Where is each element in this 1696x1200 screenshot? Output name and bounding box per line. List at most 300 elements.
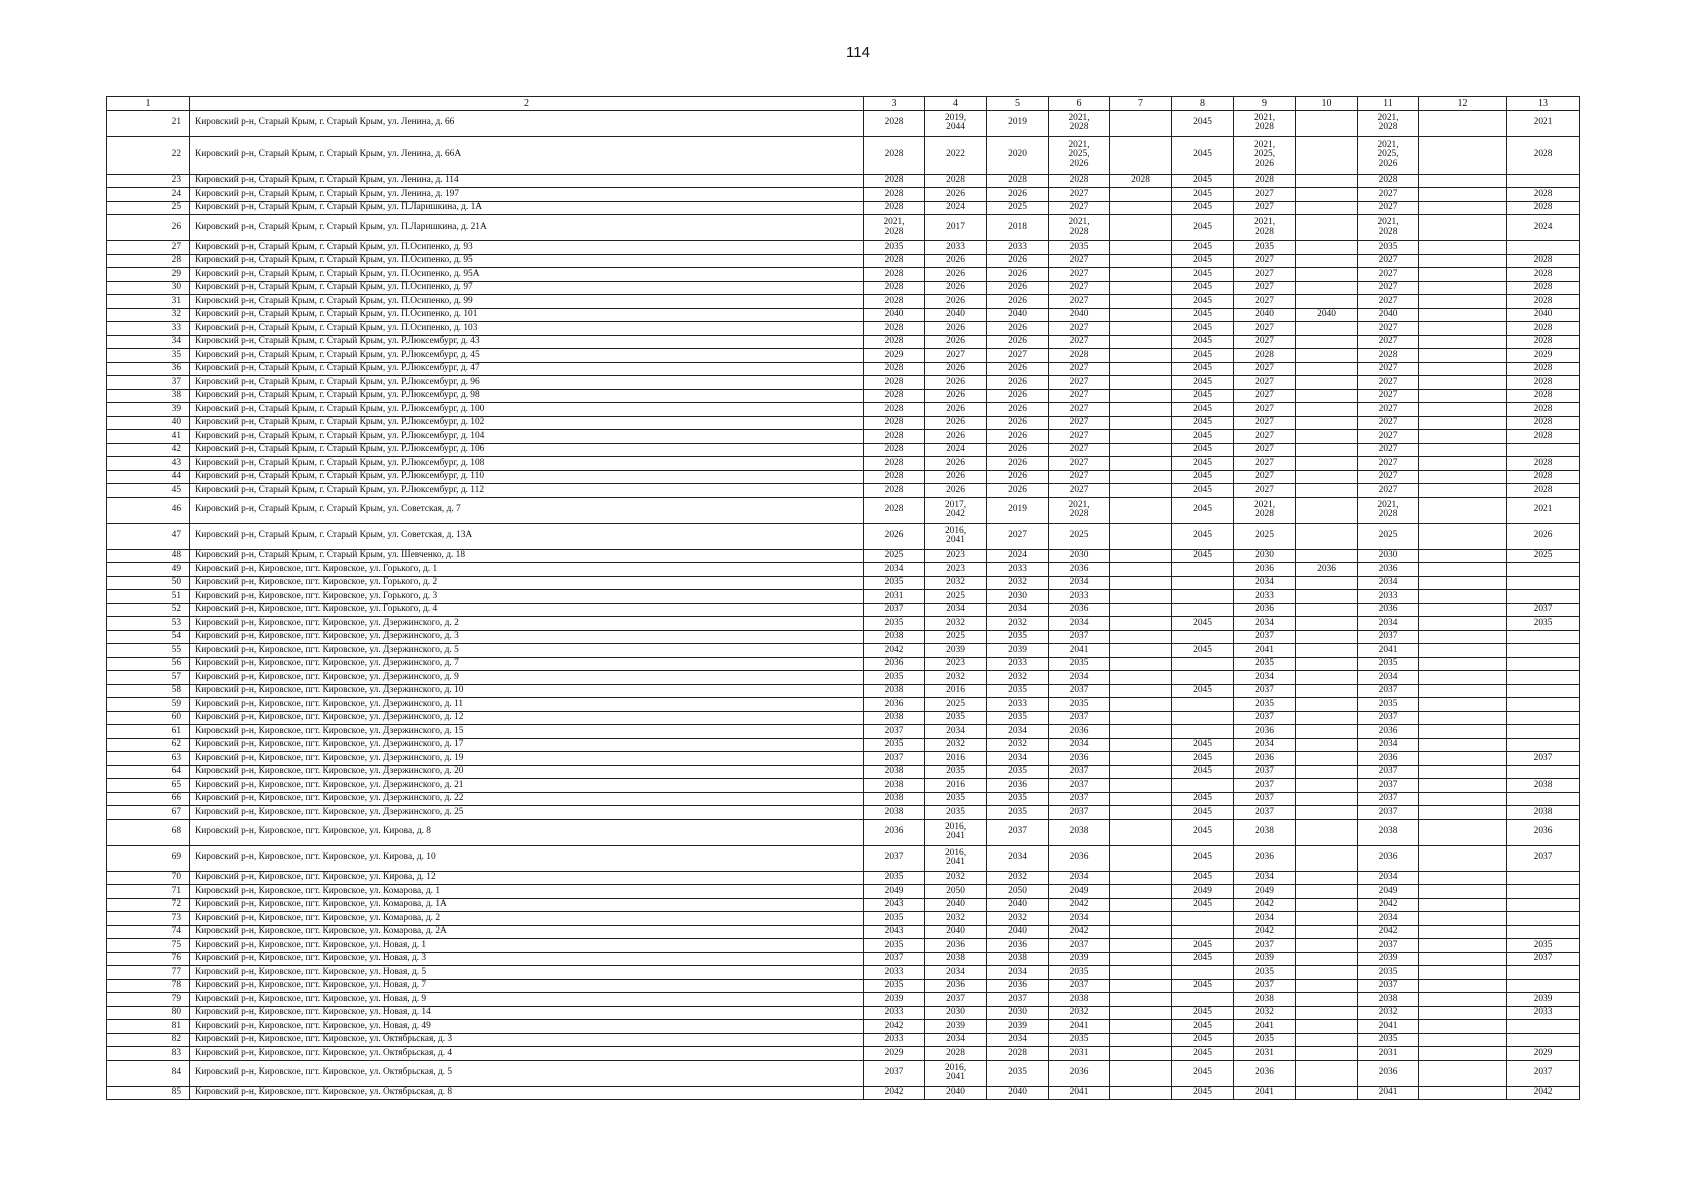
- year-cell: 2045: [1172, 549, 1234, 563]
- year-cell: [1110, 939, 1172, 953]
- year-cell: 2028: [864, 484, 925, 498]
- year-cell: 2021, 2028: [864, 215, 925, 241]
- year-cell: 2035: [1049, 966, 1110, 980]
- year-cell: [1296, 845, 1358, 871]
- year-cell: [1110, 254, 1172, 268]
- row-number: 36: [107, 362, 190, 376]
- year-cell: 2028: [1358, 349, 1419, 363]
- year-cell: [1110, 644, 1172, 658]
- year-cell: 2033: [864, 1006, 925, 1020]
- year-cell: 2037: [1358, 979, 1419, 993]
- address-cell: Кировский р-н, Старый Крым, г. Старый Крым, ул. Р.Люксембург, д. 102: [190, 416, 864, 430]
- year-cell: 2027: [1358, 335, 1419, 349]
- year-cell: 2037: [1234, 630, 1296, 644]
- year-cell: [1296, 885, 1358, 899]
- year-cell: 2038: [1358, 993, 1419, 1007]
- year-cell: [1296, 389, 1358, 403]
- year-cell: [1172, 725, 1234, 739]
- year-cell: [1507, 241, 1580, 255]
- year-cell: [1296, 1086, 1358, 1100]
- row-number: 80: [107, 1006, 190, 1020]
- year-cell: [1296, 136, 1358, 174]
- year-cell: 2034: [1358, 671, 1419, 685]
- year-cell: 2028: [1507, 188, 1580, 202]
- table-row: [107, 335, 1580, 349]
- year-cell: [1110, 563, 1172, 577]
- year-cell: 2037: [1234, 765, 1296, 779]
- year-cell: [1296, 268, 1358, 282]
- address-cell: Кировский р-н, Старый Крым, г. Старый Крым, ул. Р.Люксембург, д. 47: [190, 362, 864, 376]
- year-cell: 2026: [925, 322, 987, 336]
- address-cell: Кировский р-н, Старый Крым, г. Старый Крым, ул. Ленина, д. 66А: [190, 136, 864, 174]
- row-number: 54: [107, 630, 190, 644]
- address-cell: Кировский р-н, Кировское, пгт. Кировское, ул. Кирова, д. 12: [190, 871, 864, 885]
- year-cell: 2028: [1507, 362, 1580, 376]
- year-cell: [1110, 430, 1172, 444]
- address-cell: Кировский р-н, Кировское, пгт. Кировское, ул. Дзержинского, д. 22: [190, 792, 864, 806]
- row-number: 27: [107, 241, 190, 255]
- year-cell: [1419, 457, 1507, 471]
- year-cell: [1110, 389, 1172, 403]
- year-cell: [1110, 725, 1172, 739]
- year-cell: 2045: [1172, 939, 1234, 953]
- year-cell: [1507, 765, 1580, 779]
- year-cell: 2045: [1172, 416, 1234, 430]
- year-cell: 2040: [1358, 308, 1419, 322]
- year-cell: 2040: [925, 1086, 987, 1100]
- year-cell: [1419, 711, 1507, 725]
- table-row: [107, 215, 1580, 241]
- address-cell: Кировский р-н, Старый Крым, г. Старый Крым, ул. Р.Люксембург, д. 96: [190, 376, 864, 390]
- year-cell: 2042: [1049, 898, 1110, 912]
- year-cell: 2027: [1049, 376, 1110, 390]
- year-cell: 2033: [987, 563, 1049, 577]
- year-cell: [1296, 725, 1358, 739]
- year-cell: 2027: [1049, 281, 1110, 295]
- address-cell: Кировский р-н, Кировское, пгт. Кировское, ул. Горького, д. 2: [190, 576, 864, 590]
- year-cell: 2036: [1049, 603, 1110, 617]
- year-cell: 2045: [1172, 752, 1234, 766]
- year-cell: 2035: [864, 871, 925, 885]
- year-cell: 2036: [864, 698, 925, 712]
- address-cell: Кировский р-н, Старый Крым, г. Старый Крым, ул. П.Осипенко, д. 93: [190, 241, 864, 255]
- year-cell: [1507, 657, 1580, 671]
- year-cell: 2034: [1234, 871, 1296, 885]
- column-header: 11: [1358, 97, 1419, 111]
- year-cell: 2036: [1049, 845, 1110, 871]
- year-cell: [1296, 1006, 1358, 1020]
- row-number: 37: [107, 376, 190, 390]
- year-cell: 2027: [1049, 403, 1110, 417]
- year-cell: [1110, 110, 1172, 136]
- year-cell: 2016: [925, 752, 987, 766]
- year-cell: [1419, 1047, 1507, 1061]
- year-cell: 2028: [987, 174, 1049, 188]
- year-cell: [1296, 939, 1358, 953]
- year-cell: 2026: [987, 470, 1049, 484]
- year-cell: 2042: [1358, 925, 1419, 939]
- address-cell: Кировский р-н, Старый Крым, г. Старый Крым, ул. Советская, д. 13А: [190, 523, 864, 549]
- year-cell: [1507, 912, 1580, 926]
- year-cell: 2041: [1234, 1086, 1296, 1100]
- year-cell: 2036: [1507, 819, 1580, 845]
- year-cell: 2030: [1049, 549, 1110, 563]
- year-cell: 2045: [1172, 335, 1234, 349]
- year-cell: [1110, 268, 1172, 282]
- address-cell: Кировский р-н, Кировское, пгт. Кировское, ул. Новая, д. 9: [190, 993, 864, 1007]
- year-cell: 2030: [987, 590, 1049, 604]
- year-cell: [1110, 898, 1172, 912]
- year-cell: [1296, 1060, 1358, 1086]
- row-number: 55: [107, 644, 190, 658]
- year-cell: [1296, 966, 1358, 980]
- table-row: [107, 110, 1580, 136]
- year-cell: [1419, 484, 1507, 498]
- row-number: 64: [107, 765, 190, 779]
- year-cell: 2032: [925, 671, 987, 685]
- year-cell: [1419, 845, 1507, 871]
- year-cell: 2023: [925, 563, 987, 577]
- year-cell: [1419, 1086, 1507, 1100]
- year-cell: 2034: [1234, 617, 1296, 631]
- year-cell: 2049: [1358, 885, 1419, 899]
- year-cell: 2037: [1507, 752, 1580, 766]
- table-row: [107, 416, 1580, 430]
- year-cell: [1296, 806, 1358, 820]
- year-cell: 2027: [1358, 188, 1419, 202]
- year-cell: 2028: [1507, 201, 1580, 215]
- year-cell: [1172, 657, 1234, 671]
- year-cell: 2028: [1507, 457, 1580, 471]
- year-cell: 2027: [925, 349, 987, 363]
- row-number: 28: [107, 254, 190, 268]
- year-cell: [1419, 403, 1507, 417]
- row-number: 75: [107, 939, 190, 953]
- year-cell: 2045: [1172, 617, 1234, 631]
- table-row: [107, 443, 1580, 457]
- row-number: 81: [107, 1020, 190, 1034]
- address-cell: Кировский р-н, Старый Крым, г. Старый Крым, ул. Р.Люксембург, д. 106: [190, 443, 864, 457]
- year-cell: [1419, 738, 1507, 752]
- year-cell: 2027: [1234, 416, 1296, 430]
- row-number: 49: [107, 563, 190, 577]
- address-cell: Кировский р-н, Старый Крым, г. Старый Крым, ул. Р.Люксембург, д. 43: [190, 335, 864, 349]
- year-cell: 2032: [987, 871, 1049, 885]
- year-cell: 2042: [1234, 925, 1296, 939]
- table-row: [107, 806, 1580, 820]
- year-cell: 2038: [864, 711, 925, 725]
- year-cell: 2028: [1507, 322, 1580, 336]
- table-row: [107, 819, 1580, 845]
- table-row: [107, 362, 1580, 376]
- year-cell: 2038: [1358, 819, 1419, 845]
- address-cell: Кировский р-н, Старый Крым, г. Старый Крым, ул. П.Ларишкина, д. 21А: [190, 215, 864, 241]
- year-cell: [1296, 497, 1358, 523]
- year-cell: 2020: [987, 136, 1049, 174]
- year-cell: 2035: [987, 684, 1049, 698]
- year-cell: 2036: [1358, 752, 1419, 766]
- year-cell: 2028: [864, 110, 925, 136]
- row-number: 82: [107, 1033, 190, 1047]
- year-cell: 2037: [864, 752, 925, 766]
- year-cell: 2035: [987, 630, 1049, 644]
- year-cell: [1296, 335, 1358, 349]
- year-cell: 2036: [1234, 1060, 1296, 1086]
- year-cell: 2028: [864, 470, 925, 484]
- year-cell: [1110, 925, 1172, 939]
- row-number: 39: [107, 403, 190, 417]
- year-cell: 2045: [1172, 644, 1234, 658]
- year-cell: 2045: [1172, 430, 1234, 444]
- year-cell: [1110, 281, 1172, 295]
- table-row: [107, 885, 1580, 899]
- year-cell: 2040: [1234, 308, 1296, 322]
- table-row: [107, 671, 1580, 685]
- year-cell: 2026: [1507, 523, 1580, 549]
- address-cell: Кировский р-н, Кировское, пгт. Кировское, ул. Новая, д. 1: [190, 939, 864, 953]
- year-cell: 2033: [987, 241, 1049, 255]
- table-row: [107, 1033, 1580, 1047]
- year-cell: [1419, 254, 1507, 268]
- year-cell: 2045: [1172, 1047, 1234, 1061]
- row-number: 57: [107, 671, 190, 685]
- address-cell: Кировский р-н, Старый Крым, г. Старый Крым, ул. Ленина, д. 66: [190, 110, 864, 136]
- year-cell: 2035: [1234, 241, 1296, 255]
- year-cell: 2045: [1172, 457, 1234, 471]
- year-cell: [1110, 752, 1172, 766]
- year-cell: 2036: [1234, 752, 1296, 766]
- row-number: 73: [107, 912, 190, 926]
- year-cell: [1296, 201, 1358, 215]
- year-cell: 2034: [1358, 871, 1419, 885]
- year-cell: [1296, 711, 1358, 725]
- table-row: [107, 349, 1580, 363]
- year-cell: [1296, 281, 1358, 295]
- year-cell: 2035: [1234, 698, 1296, 712]
- year-cell: [1296, 979, 1358, 993]
- address-cell: Кировский р-н, Кировское, пгт. Кировское, ул. Октябрьская, д. 8: [190, 1086, 864, 1100]
- year-cell: 2035: [864, 241, 925, 255]
- year-cell: 2028: [1507, 484, 1580, 498]
- table-row: [107, 925, 1580, 939]
- year-cell: [1296, 590, 1358, 604]
- row-number: 77: [107, 966, 190, 980]
- table-row: [107, 470, 1580, 484]
- row-number: 74: [107, 925, 190, 939]
- year-cell: 2037: [1358, 765, 1419, 779]
- year-cell: [1419, 993, 1507, 1007]
- year-cell: 2033: [864, 966, 925, 980]
- year-cell: 2045: [1172, 765, 1234, 779]
- year-cell: 2033: [1358, 590, 1419, 604]
- year-cell: 2027: [1358, 201, 1419, 215]
- year-cell: 2021: [1507, 110, 1580, 136]
- year-cell: [1296, 470, 1358, 484]
- year-cell: 2027: [1234, 322, 1296, 336]
- year-cell: 2028: [1358, 174, 1419, 188]
- year-cell: [1419, 389, 1507, 403]
- year-cell: 2027: [1049, 295, 1110, 309]
- year-cell: [1419, 376, 1507, 390]
- year-cell: 2050: [925, 885, 987, 899]
- year-cell: 2038: [925, 952, 987, 966]
- year-cell: [1110, 1020, 1172, 1034]
- year-cell: 2036: [1234, 725, 1296, 739]
- table-row: [107, 630, 1580, 644]
- address-cell: Кировский р-н, Кировское, пгт. Кировское, ул. Комарова, д. 1: [190, 885, 864, 899]
- row-number: 76: [107, 952, 190, 966]
- year-cell: 2026: [925, 430, 987, 444]
- year-cell: 2026: [925, 335, 987, 349]
- address-cell: Кировский р-н, Кировское, пгт. Кировское, ул. Дзержинского, д. 17: [190, 738, 864, 752]
- row-number: 65: [107, 779, 190, 793]
- year-cell: [1419, 725, 1507, 739]
- year-cell: 2027: [1049, 254, 1110, 268]
- year-cell: [1419, 308, 1507, 322]
- year-cell: [1419, 792, 1507, 806]
- year-cell: 2028: [864, 389, 925, 403]
- year-cell: 2034: [1234, 671, 1296, 685]
- year-cell: 2028: [1507, 470, 1580, 484]
- year-cell: 2033: [987, 657, 1049, 671]
- year-cell: 2034: [1049, 617, 1110, 631]
- year-cell: 2029: [864, 1047, 925, 1061]
- year-cell: 2032: [925, 617, 987, 631]
- year-cell: [1419, 576, 1507, 590]
- address-cell: Кировский р-н, Кировское, пгт. Кировское, ул. Дзержинского, д. 25: [190, 806, 864, 820]
- year-cell: [1110, 523, 1172, 549]
- year-cell: 2037: [864, 952, 925, 966]
- year-cell: [1172, 576, 1234, 590]
- year-cell: 2037: [1507, 845, 1580, 871]
- year-cell: 2027: [1234, 389, 1296, 403]
- row-number: 68: [107, 819, 190, 845]
- year-cell: [1296, 416, 1358, 430]
- year-cell: 2040: [1507, 308, 1580, 322]
- address-cell: Кировский р-н, Кировское, пгт. Кировское, ул. Октябрьская, д. 5: [190, 1060, 864, 1086]
- year-cell: 2042: [1049, 925, 1110, 939]
- year-cell: 2026: [925, 389, 987, 403]
- year-cell: 2035: [864, 979, 925, 993]
- year-cell: 2034: [1234, 576, 1296, 590]
- year-cell: [1419, 952, 1507, 966]
- row-number: 48: [107, 549, 190, 563]
- year-cell: 2021, 2028: [1358, 110, 1419, 136]
- row-number: 29: [107, 268, 190, 282]
- row-number: 35: [107, 349, 190, 363]
- address-cell: Кировский р-н, Кировское, пгт. Кировское, ул. Комарова, д. 1А: [190, 898, 864, 912]
- row-number: 61: [107, 725, 190, 739]
- year-cell: 2045: [1172, 738, 1234, 752]
- table-row: [107, 241, 1580, 255]
- year-cell: [1296, 484, 1358, 498]
- year-cell: 2027: [1358, 254, 1419, 268]
- year-cell: 2024: [925, 201, 987, 215]
- year-cell: 2045: [1172, 806, 1234, 820]
- year-cell: 2019, 2044: [925, 110, 987, 136]
- table-row: [107, 1086, 1580, 1100]
- row-number: 71: [107, 885, 190, 899]
- address-cell: Кировский р-н, Кировское, пгт. Кировское, ул. Горького, д. 1: [190, 563, 864, 577]
- year-cell: 2045: [1172, 684, 1234, 698]
- row-number: 58: [107, 684, 190, 698]
- year-cell: 2039: [987, 1020, 1049, 1034]
- year-cell: 2036: [1358, 563, 1419, 577]
- year-cell: 2026: [987, 416, 1049, 430]
- address-cell: Кировский р-н, Старый Крым, г. Старый Крым, ул. П.Осипенко, д. 99: [190, 295, 864, 309]
- year-cell: 2030: [925, 1006, 987, 1020]
- year-cell: 2024: [987, 549, 1049, 563]
- year-cell: 2040: [987, 1086, 1049, 1100]
- table-row: [107, 254, 1580, 268]
- year-cell: 2027: [1358, 457, 1419, 471]
- year-cell: [1419, 322, 1507, 336]
- row-number: 24: [107, 188, 190, 202]
- year-cell: 2045: [1172, 389, 1234, 403]
- year-cell: 2037: [1049, 939, 1110, 953]
- year-cell: 2037: [1234, 806, 1296, 820]
- year-cell: [1419, 1006, 1507, 1020]
- year-cell: 2030: [1358, 549, 1419, 563]
- year-cell: [1110, 738, 1172, 752]
- column-header: 12: [1419, 97, 1507, 111]
- year-cell: 2036: [864, 657, 925, 671]
- column-header: 8: [1172, 97, 1234, 111]
- year-cell: 2025: [1507, 549, 1580, 563]
- year-cell: 2026: [987, 254, 1049, 268]
- year-cell: [1296, 443, 1358, 457]
- year-cell: 2038: [1507, 806, 1580, 820]
- year-cell: 2035: [1049, 657, 1110, 671]
- year-cell: 2049: [1234, 885, 1296, 899]
- year-cell: 2045: [1172, 349, 1234, 363]
- year-cell: [1110, 443, 1172, 457]
- table-row: [107, 698, 1580, 712]
- year-cell: 2034: [1049, 738, 1110, 752]
- year-cell: [1419, 110, 1507, 136]
- year-cell: [1110, 885, 1172, 899]
- column-header: 10: [1296, 97, 1358, 111]
- year-cell: 2028: [864, 281, 925, 295]
- row-number: 44: [107, 470, 190, 484]
- year-cell: 2037: [1358, 779, 1419, 793]
- year-cell: 2016: [925, 779, 987, 793]
- year-cell: 2038: [864, 779, 925, 793]
- row-number: 79: [107, 993, 190, 1007]
- year-cell: 2026: [987, 362, 1049, 376]
- year-cell: [1110, 617, 1172, 631]
- table-row: [107, 603, 1580, 617]
- table-row: [107, 322, 1580, 336]
- year-cell: 2035: [987, 806, 1049, 820]
- year-cell: 2023: [925, 657, 987, 671]
- address-cell: Кировский р-н, Кировское, пгт. Кировское, ул. Комарова, д. 2: [190, 912, 864, 926]
- year-cell: [1419, 806, 1507, 820]
- year-cell: [1507, 792, 1580, 806]
- year-cell: 2039: [1507, 993, 1580, 1007]
- year-cell: 2037: [864, 1060, 925, 1086]
- year-cell: [1110, 136, 1172, 174]
- year-cell: 2035: [1234, 1033, 1296, 1047]
- year-cell: 2038: [864, 630, 925, 644]
- year-cell: [1296, 188, 1358, 202]
- table-row: [107, 912, 1580, 926]
- year-cell: 2037: [925, 993, 987, 1007]
- address-cell: Кировский р-н, Старый Крым, г. Старый Крым, ул. Шевченко, д. 18: [190, 549, 864, 563]
- year-cell: 2037: [1049, 806, 1110, 820]
- row-number: 63: [107, 752, 190, 766]
- year-cell: [1110, 1086, 1172, 1100]
